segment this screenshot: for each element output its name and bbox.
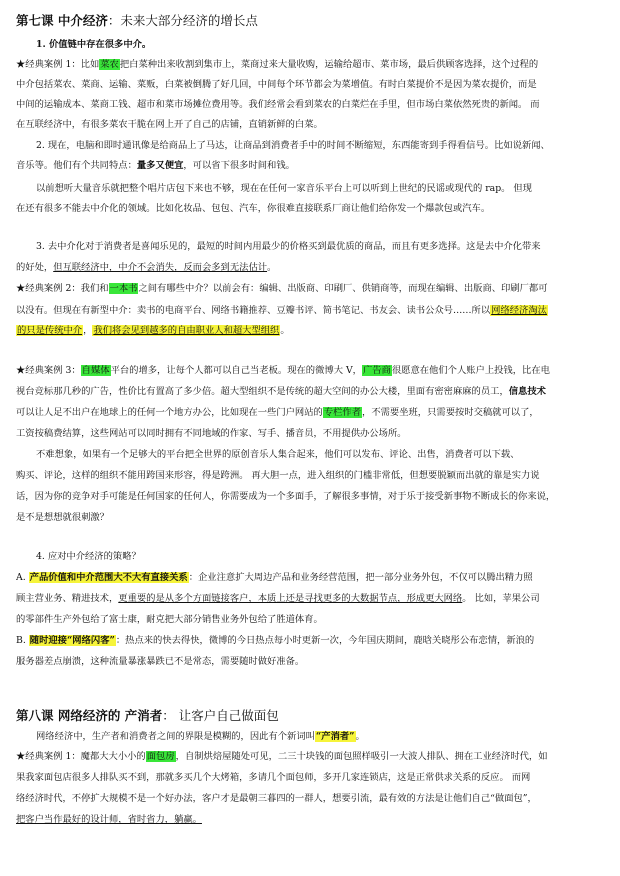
case3-line2: 视台竞标那几秒的广告，性价比有置高了多少倍。超大型组织不是传统的超大空间的办公大楼，里面有密密麻麻的员工，信息技术 [16,386,546,397]
case1-line3: 中间的运输成本、菜商工钱、超市和菜市场摊位费用等。我们经常会看到菜农的白菜烂在手里，但市场白菜依然死贵的新闻。 而 [16,99,540,110]
section-1-heading: 1. 价值链中存在很多中介。 [36,39,152,50]
case2-line2: 以没有。但现在有新型中介：卖书的电商平台、网络书籍推荐、豆瓣书评、简书笔记、书友会、读书公众号……所以网络经济淘汰 [16,305,547,316]
case3-line3: 可以让人足不出户在地球上的任何一个地方办公，比如现在一些门户网站的专栏作者，不需要坐班，只需要按时交稿就可以了， [16,407,539,418]
case3-line7: 话，因为你的竞争对手可能是任何国家的任何人，你需要成为一个多面手，了解很多事情，对于乐于接受新事物不断成长的你来说， [16,491,556,502]
p2-line3: 以前想听大量音乐就把整个唱片店包下来也不够，现在在任何一家音乐平台上可以听到上世纪的民谣或现代的 rap。 但现 [36,183,532,194]
p4-a-line2: 顾主营业务、精进技术，更重要的是从多个方面链接客户，本质上还是寻找更多的大数据节点，形成更大网络。 比如，苹果公司 [16,593,540,604]
case1-line1: ★经典案例 1：比如菜农把白菜种出来收割到集市上，菜商过来大量收购，运输给超市、菜市场，最后供顾客选择，这个过程的 [16,59,539,70]
l8-case1-line1: ★经典案例 1：魔都大大小小的面包房，自制烘焙屋随处可见，二三十块钱的面包照样吸引一大波人排队、拥在工业经济时代，如 [16,751,548,762]
case3-line4: 工资按稿费结算，这些网站可以同时拥有不同地域的作家、写手、播音员，不用提供办公场所。 [16,428,407,439]
p2-line4: 在还有很多不能去中介化的领域。比如化妆品、包包、汽车，你很难直接联系厂商让他们给你发一个爆款包或汽车。 [16,203,491,214]
case3-line6: 购买、评论，这样的组织不能用跨国来形容，得是跨洲。 再大胆一点，进入组织的门槛非常低，但想要脱颖而出就的靠是实力说 [16,470,540,481]
p4-b-line1: B. 随时迎接“网络闪客”：热点来的快去得快，微博的今日热点每小时更新一次，今年国庆期间，鹿晗关晓彤公布恋情，新浪的 [16,635,535,646]
case2-line1: ★经典案例 2：我们和一本书之间有哪些中介？以前会有：编辑、出版商、印刷厂、供销商等，而现在编辑、出版商、印刷厂都可 [16,283,548,294]
p4-a-line3: 的零部件生产外包给了富士康，耐克把大部分销售业务外包给了胜道体育。 [16,614,323,625]
case3-line5: 不难想象，如果有一个足够大的平台把全世界的原创音乐人集合起来，他们可以发布、评论、出售，消费者可以下载、 [36,449,520,460]
case3-line8: 是不是想想就很刺激？ [16,512,109,523]
p3-line2: 的好处，但互联经济中，中介不会消失，反而会多到无法估计。 [16,262,277,273]
l8-case1-line2: 果我家面包店很多人排队买不到，那就多买几个大烤箱，多请几个面包师，多开几家连锁店，这是正常供求关系的反应。 而网 [16,772,531,783]
l8-case1-line4: 把客户当作最好的设计师，省时省力，躺赢。 [16,814,202,825]
case1-line4: 在互联经济中，有很多菜农干脆在网上开了自己的店铺，直销新鲜的白菜。 [16,119,323,130]
p2-line1: 2. 现在，电脑和即时通讯像是给商品上了马达，让商品到消费者手中的时间不断缩短，东西能寄到手得看信号。比如说新闻、 [36,140,550,151]
p2-line2: 音乐等。他们有个共同特点：量多又便宜，可以省下很多时间和钱。 [16,160,295,171]
p3-line1: 3. 去中介化对于消费者是喜闻乐见的，最短的时间内用最少的价格买到最优质的商品，而且有更多选择。这是去中介化带来 [36,241,541,252]
p4-heading: 4. 应对中介经济的策略？ [36,551,141,562]
p4-b-line2: 服务器差点崩溃，这种流量暴涨暴跌已不是常态，需要随时做好准备。 [16,656,305,667]
case1-line2: 中介包括菜农、菜商、运输、菜贩，白菜被倒腾了好几回，中间每个环节都会为菜增值。有时白菜提价不是因为菜农提价，而是 [16,79,537,90]
case3-line1: ★经典案例 3：自媒体平台的增多，让每个人都可以自己当老板。现在的微博大 V，广告商很愿意在他们个人账户上投钱，比在电 [16,365,550,376]
p4-a-line1: A. 产品价值和中介范围大不大有直接关系：企业注意扩大周边产品和业务经营范围，把一部分业务外包，不仅可以腾出精力照 [16,572,533,583]
lesson8-intro: 网络经济中，生产者和消费者之间的界限是模糊的，因此有个新词叫“产消者”。 [36,731,365,742]
lesson8-title: 第八课 网络经济的 产消者： 让客户自己做面包 [16,708,279,723]
lesson7-title: 第七课 中介经济：未来大部分经济的增长点 [16,13,258,28]
l8-case1-line3: 络经济时代，不停扩大规模不是一个好办法，客户才是最朝三暮四的一群人，想要引流，最有效的方法是让他们自己“做面包”， [16,793,537,804]
case2-line3: 的只是传统中介，我们将会见到越多的自由职业人和超大型组织。 [17,325,290,336]
